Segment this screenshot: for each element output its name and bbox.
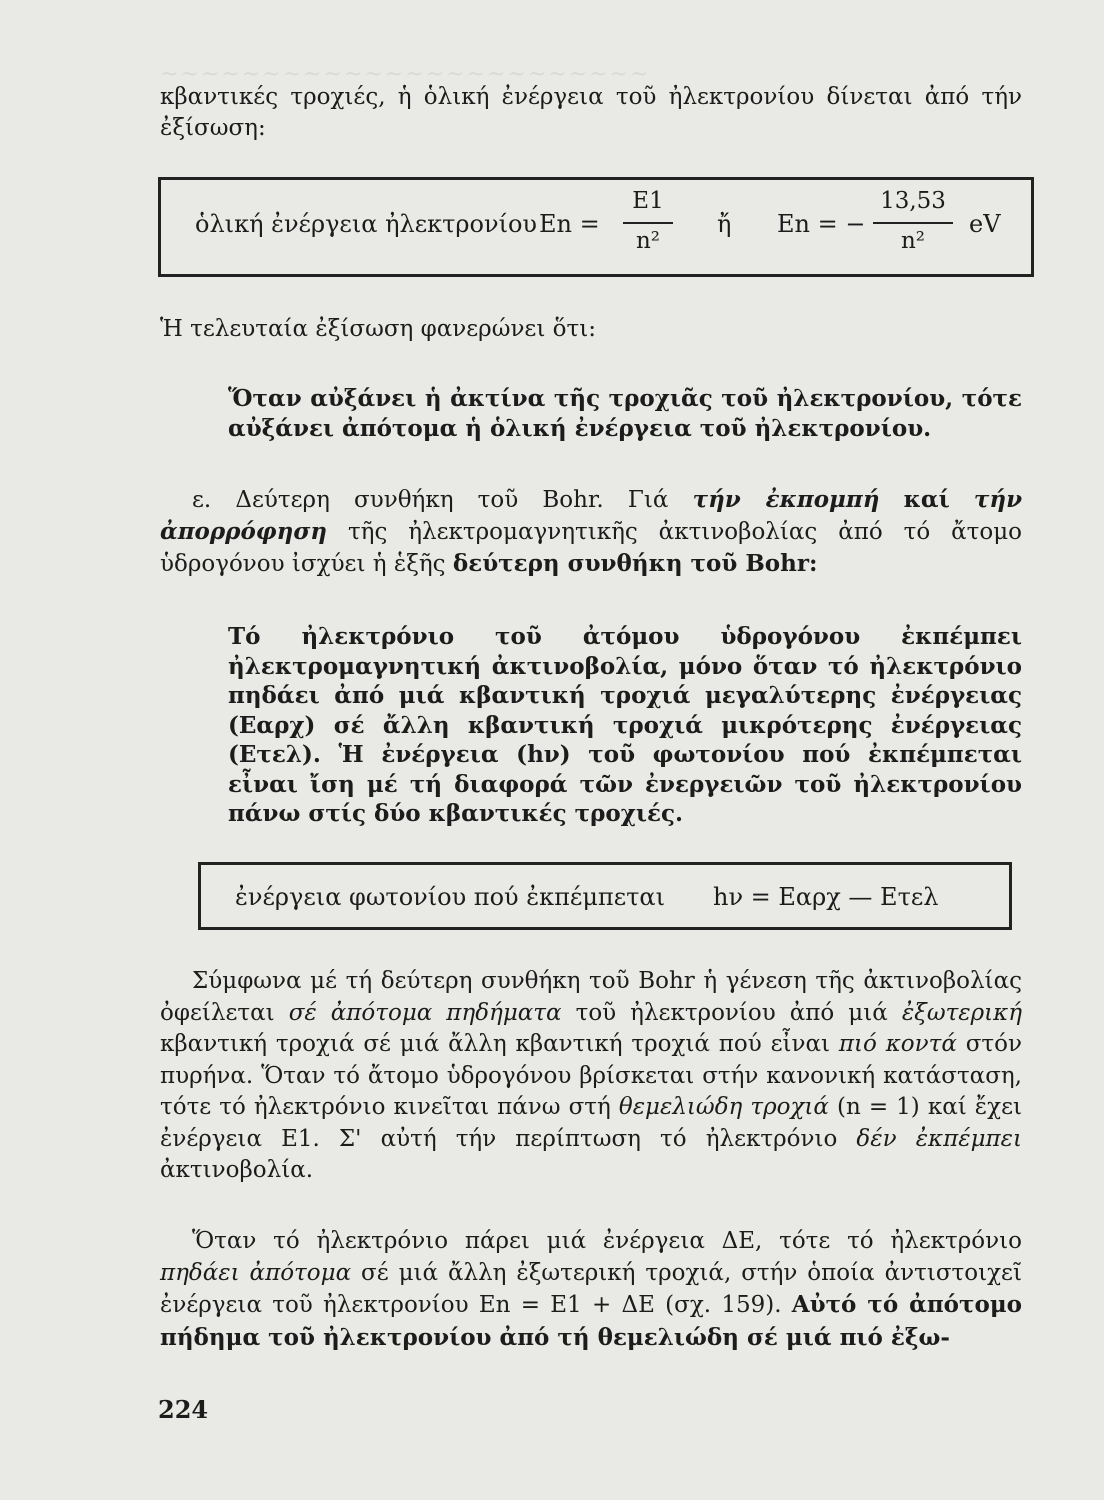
- p6-f: πιό κοντά: [838, 1031, 957, 1057]
- photon-equation-formula: hν = Eαρχ — Eτελ: [713, 883, 939, 911]
- photon-equation-label: ἐνέργεια φωτονίου πού ἐκπέμπεται: [235, 883, 666, 911]
- fraction2-denominator: n²: [900, 228, 926, 254]
- equation-or: ἤ: [717, 210, 732, 238]
- fraction2-line: [873, 222, 953, 224]
- fraction1-denominator: n²: [635, 228, 661, 254]
- p7-c: σέ μιά ἄλλη ἐξωτερική τροχιά, στήν ὁποία ἀντιστοιχεῖ ἐνέργεια τοῦ ἠλεκτρονίου En = E1 + ΔE (σχ. 159).: [160, 1259, 1022, 1318]
- paragraph-statement: Ἡ τελευταία ἐξίσωση φανερώνει ὅτι:: [160, 316, 597, 342]
- p4-a: ε. Δεύτερη συνθήκη τοῦ Bohr. Γιά: [192, 487, 669, 513]
- p6-b: σέ ἀπότομα πηδήματα: [288, 999, 562, 1026]
- p4-d: τήν ἀπορρόφηση: [160, 486, 1023, 545]
- bleed-through-text: ~~~~~~~~~~~~~~~~~~~~~~~~: [160, 62, 651, 87]
- equation-unit: eV: [969, 210, 1001, 238]
- fraction2-numerator: 13,53: [880, 188, 946, 214]
- equation-lhs2: En = −: [777, 210, 866, 238]
- paragraph-second-condition: [160, 484, 1022, 580]
- paragraph-radiation-origin: [160, 966, 1022, 1187]
- fraction1-line: [623, 222, 673, 224]
- p4-b: τήν ἐκπομπή: [692, 486, 880, 513]
- p7-b: πηδάει ἀπότομα: [160, 1259, 352, 1286]
- p4-f: δεύτερη συνθήκη τοῦ Bohr:: [452, 550, 818, 577]
- bold-rule-radius: Ὅταν αὐξάνει ἡ ἀκτίνα τῆς τροχιᾶς τοῦ ἠλεκτρονίου, τότε αὐξάνει ἀπότομα ἡ ὁλική ἐνέργεια τοῦ ἠλεκτρονίου.: [228, 385, 1022, 442]
- p6-h: θεμελιώδη τροχιά: [618, 1094, 829, 1120]
- p4-c: καί: [903, 486, 950, 513]
- bold-rule-emission: Τό ἠλεκτρόνιο τοῦ ἀτόμου ὑδρογόνου ἐκπέμπει ἠλεκτρομαγνητική ἀκτινοβολία, μόνο ὅταν τό ἠλεκτρόνιο πηδάει ἀπό μιά κβαντική τροχιά μεγαλύτερης ἐνέργειας (Eαρχ) σέ ἄλλη κβαντική τροχιά μικρότερης ἐνέργειας (Eτελ). Ἡ ἐνέργεια (hν) τοῦ φωτονίου πού ἐκπέμπεται εἶναι ἴση μέ τή διαφορά τῶν ἐνεργειῶν τοῦ ἠλεκτρονίου πάνω στίς δύο κβαντικές τροχιές.: [228, 623, 1022, 827]
- equation-label: ὁλική ἐνέργεια ἠλεκτρονίου: [195, 210, 538, 238]
- page-number: 224: [158, 1395, 209, 1424]
- p7-a: Ὅταν τό ἠλεκτρόνιο πάρει μιά ἐνέργεια ΔE, τότε τό ἠλεκτρόνιο: [192, 1228, 1022, 1254]
- p6-e: κβαντική τροχιά σέ μιά ἄλλη κβαντική τροχιά πού εἶναι: [160, 1031, 831, 1057]
- p6-j: δέν ἐκπέμπει: [856, 1125, 1023, 1152]
- p6-k: ἀκτινοβολία.: [160, 1157, 314, 1183]
- p6-a: Σύμφωνα μέ τή δεύτερη συνθήκη τοῦ Bohr ἡ γένεση τῆς ἀκτινοβολίας ὀφείλεται: [160, 968, 1022, 1026]
- paragraph-electron-jump: [160, 1226, 1022, 1354]
- p6-g: στόν πυρήνα. Ὅταν τό ἄτομο ὑδρογόνου βρίσκεται στήν κανονική κατάσταση, τότε τό ἠλεκτρόνιο κινεῖται πάνω στή: [160, 1031, 1022, 1120]
- p4-e: τῆς ἠλεκτρομαγνητικῆς ἀκτινοβολίας ἀπό τό ἄτομο ὑδρογόνου ἰσχύει ἡ ἑξῆς: [160, 519, 1023, 577]
- p6-i: (n = 1) καί ἔχει ἐνέργεια E1. Σ' αὐτή τήν περίπτωση τό ἠλεκτρόνιο: [160, 1094, 1023, 1152]
- paragraph-intro: κβαντικές τροχιές, ἡ ὁλική ἐνέργεια τοῦ ἠλεκτρονίου δίνεται ἀπό τήν ἐξίσωση:: [160, 84, 1022, 141]
- p6-c: τοῦ ἠλεκτρονίου ἀπό μιά: [575, 999, 888, 1026]
- equation-lhs: En =: [539, 210, 600, 238]
- p7-d: Αὐτό τό ἀπότομο πήδημα τοῦ ἠλεκτρονίου ἀπό τή θεμελιώδη σέ μιά πιό ἐξω-: [160, 1291, 1022, 1351]
- equation-box-photon-energy: [198, 862, 1012, 930]
- fraction1-numerator: E1: [632, 188, 664, 214]
- p6-d: ἐξωτερική: [901, 999, 1023, 1026]
- equation-box-total-energy: [158, 177, 1034, 277]
